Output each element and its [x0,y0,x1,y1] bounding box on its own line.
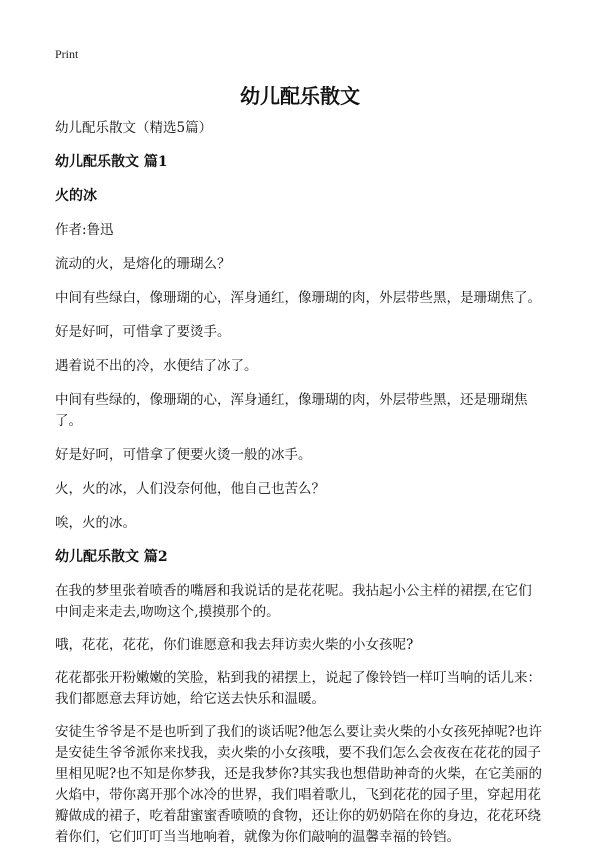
poem-line: 好是好呵，可惜拿了便要火烫一般的冰手。 [55,447,312,463]
poem-title: 火的冰 [55,188,97,204]
author-line: 作者:鲁迅 [55,222,114,238]
poem-line: 遇着说不出的冷，水便结了冰了。 [55,358,258,374]
section-heading-1: 幼儿配乐散文 篇1 [55,154,168,170]
paragraph: 花花都张开粉嫩嫩的笑脸，粘到我的裙摆上，说起了像铃铛一样叮当响的话儿来：我们都愿意去拜访她，给它送去快乐和温暖。 [55,670,541,707]
poem-line: 中间有些绿的，像珊瑚的心，浑身通红，像珊瑚的肉，外层带些黑，还是珊瑚焦了。 [55,392,528,429]
poem-line: 唉，火的冰。 [55,515,136,531]
poem-line: 火，火的冰，人们没奈何他，他自己也苦么？ [55,481,325,497]
page-title: 幼儿配乐散文 [240,84,360,108]
print-link[interactable]: Print [55,47,79,61]
poem-line: 中间有些绿白，像珊瑚的心，浑身通红，像珊瑚的肉，外层带些黑，是珊瑚焦了。 [55,290,541,306]
article-body [55,118,545,860]
subtitle: 幼儿配乐散文（精选5篇） [55,120,213,136]
paragraph: 在我的梦里张着喷香的嘴唇和我说话的是花花呢。我拈起小公主样的裙摆,在它们中间走来走去,吻吻这个,摸摸那个的。 [55,583,532,620]
paragraph: 哦，花花，花花，你们谁愿意和我去拜访卖火柴的小女孩呢? [55,637,414,653]
paragraph: 安徒生爷爷是不是也听到了我们的谈话呢?他怎么要让卖火柴的小女孩死掉呢?也许是安徒生爷爷派你来找我，卖火柴的小女孩哦，要不我们怎么会夜夜在花花的园子里相见呢?也不知是你梦我，还是我梦你?其实我也想借助神奇的火柴，在它美丽的火焰中，带你离开那个冰冷的世界，我们唱着歌儿，飞到花花的园子里，穿起用花瓣做成的裙子，吃着甜蜜蜜香喷喷的食物，还让你的奶奶陪在你的身边，花花环绕着你们，它们叮叮当当地响着，就像为你们敲响的温馨幸福的铃铛。 [55,724,542,845]
poem-line: 流动的火，是熔化的珊瑚么？ [55,256,231,272]
poem-line: 好是好呵，可惜拿了要烫手。 [55,324,231,340]
section-heading-2: 幼儿配乐散文 篇2 [55,549,168,565]
